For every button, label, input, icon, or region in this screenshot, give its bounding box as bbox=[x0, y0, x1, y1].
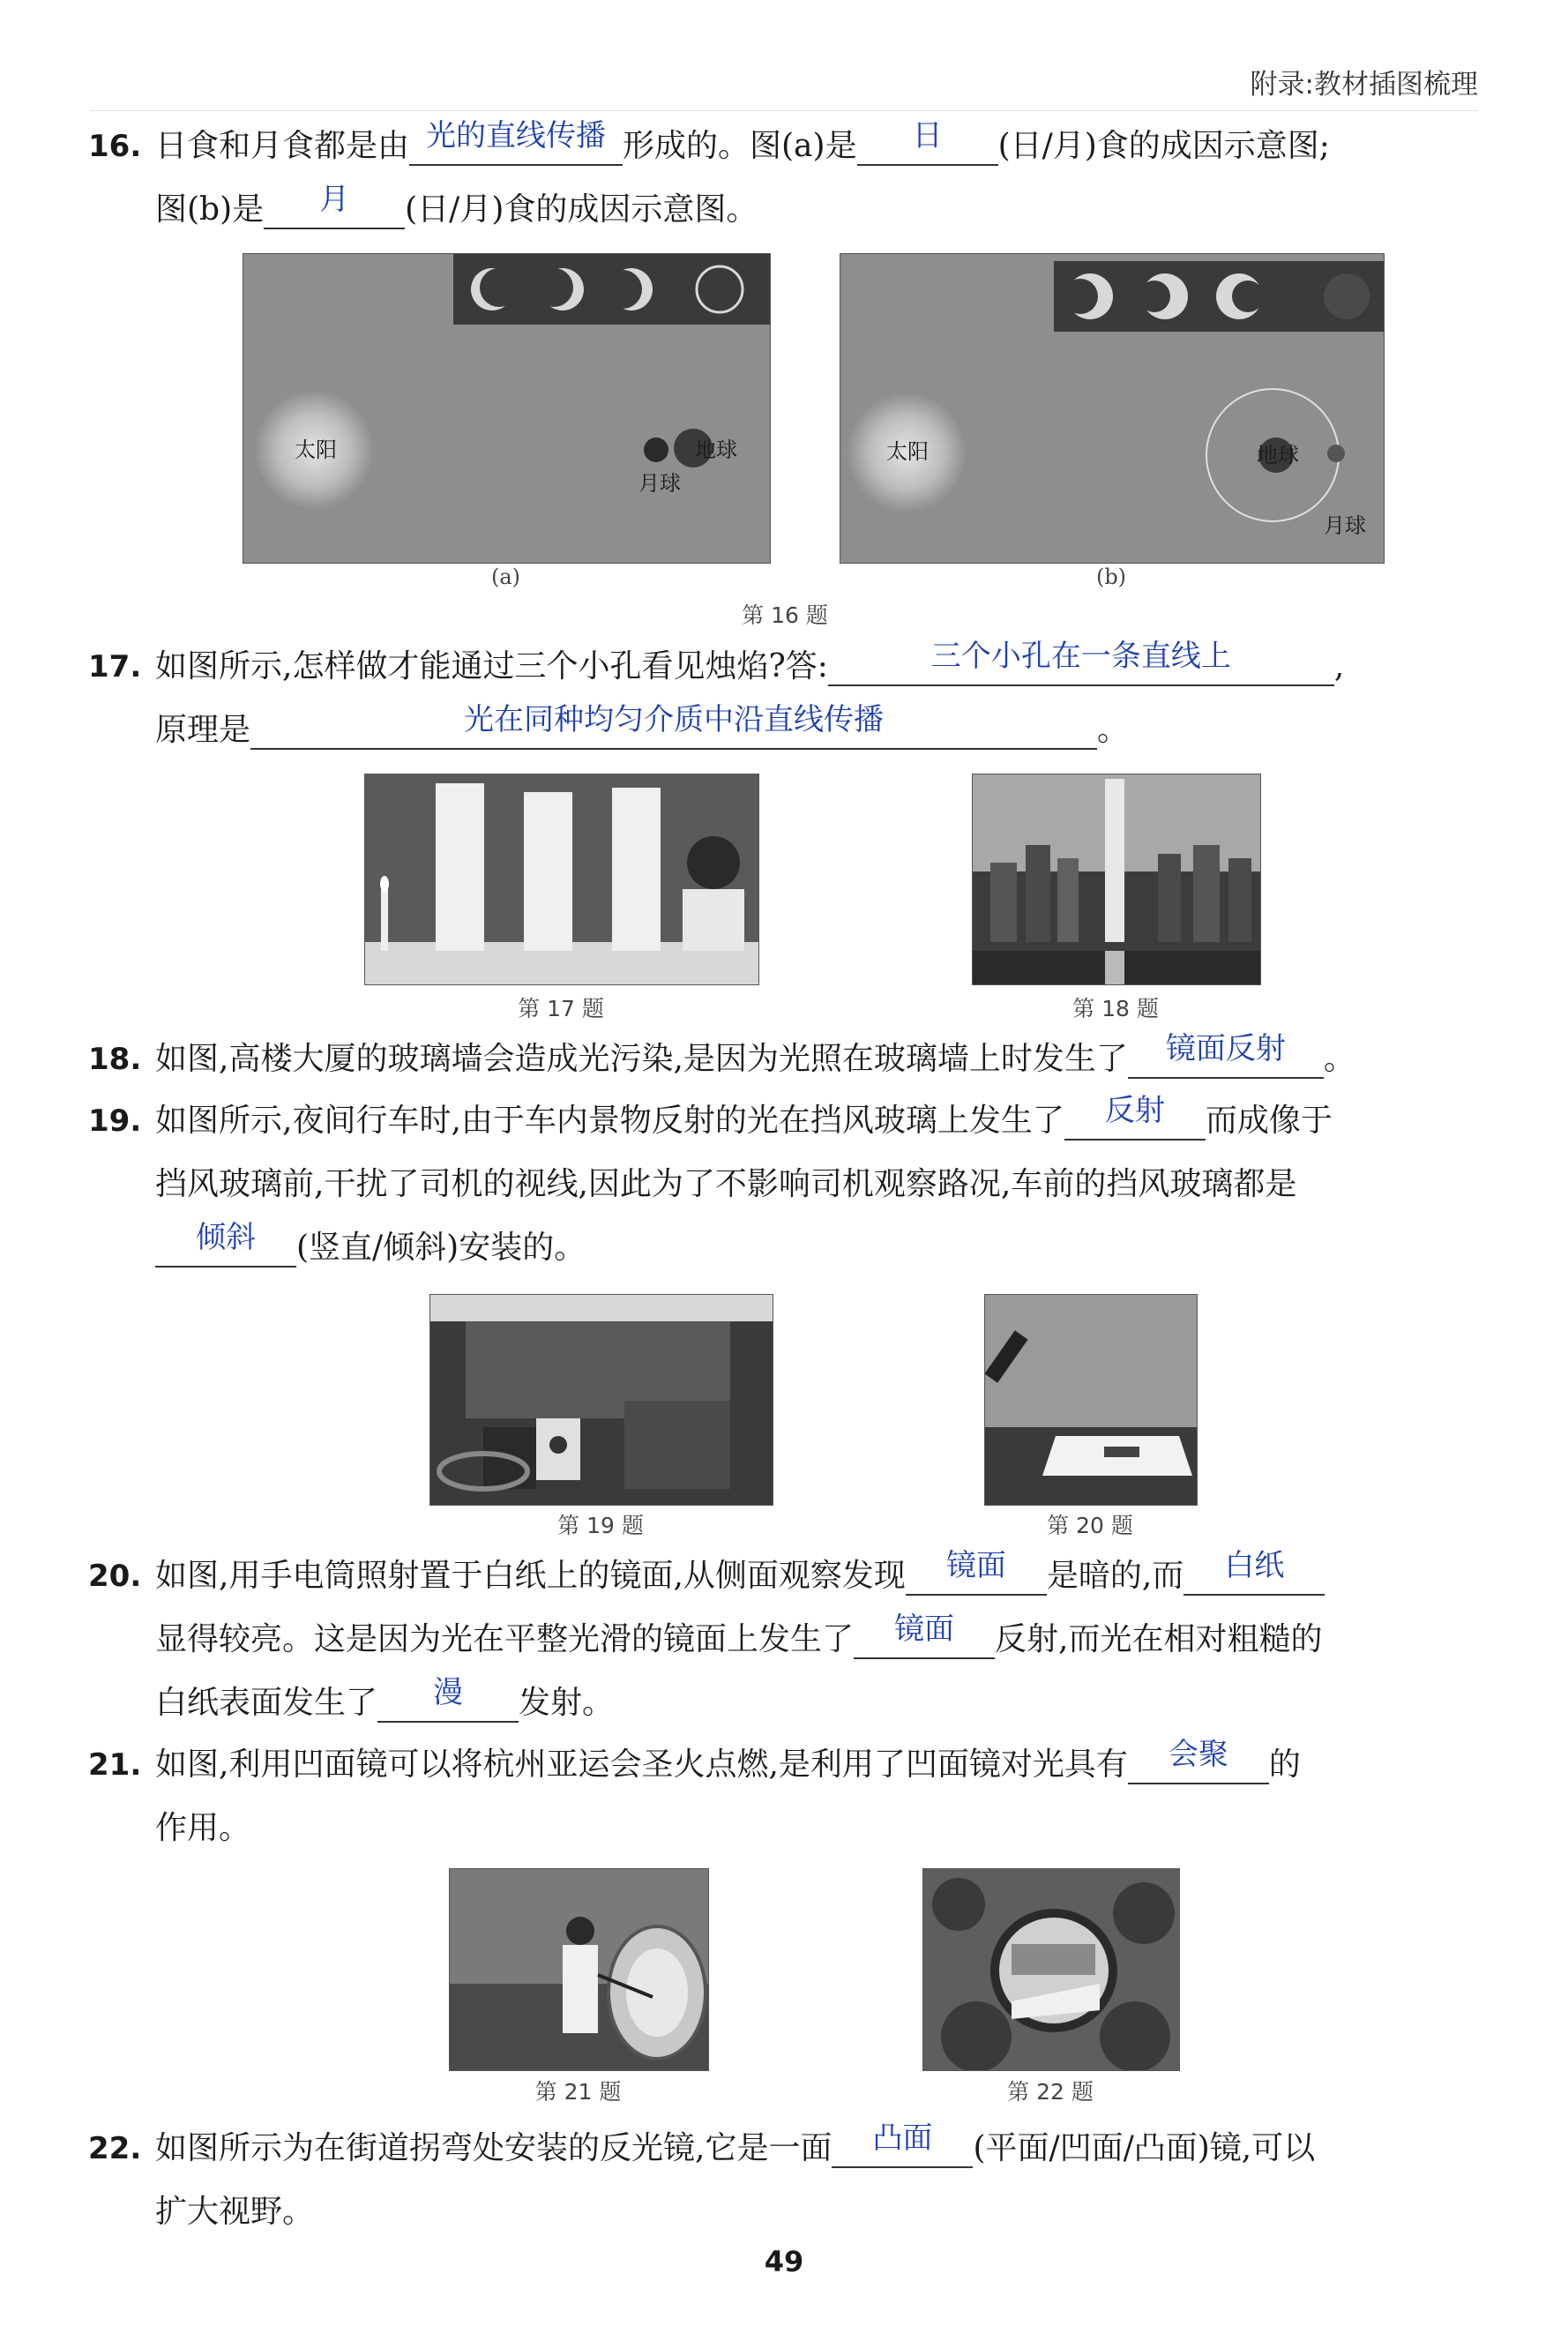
question-text: 反射,而光在相对粗糙的 bbox=[995, 1621, 1323, 1657]
question-text: 。 bbox=[1323, 1041, 1355, 1077]
figure-16b-lunar-eclipse bbox=[840, 253, 1385, 564]
question-21 bbox=[88, 1733, 1482, 1860]
figure-19-car-windshield bbox=[429, 1294, 773, 1506]
question-number: 17. bbox=[88, 649, 142, 684]
question-17 bbox=[88, 635, 1482, 762]
answer-blank[interactable] bbox=[828, 639, 1334, 686]
question-text: 原理是 bbox=[155, 712, 251, 748]
figure-17-candle-pinholes bbox=[364, 774, 759, 985]
figure-caption: 第 16 题 bbox=[742, 602, 828, 628]
question-text: 而成像于 bbox=[1205, 1103, 1333, 1139]
answer-blank[interactable] bbox=[377, 1675, 519, 1723]
answer-blank[interactable] bbox=[1183, 1548, 1325, 1596]
answer-blank[interactable] bbox=[854, 1612, 995, 1659]
question-text: (日/月)食的成因示意图。 bbox=[405, 191, 758, 228]
question-number: 20. bbox=[88, 1559, 142, 1594]
figure-16a-solar-eclipse bbox=[243, 253, 771, 564]
question-text: 形成的。图(a)是 bbox=[623, 128, 857, 164]
figure-caption: 第 19 题 bbox=[557, 1513, 644, 1538]
question-text: , bbox=[1333, 648, 1345, 684]
handwritten-answer: 凸面 bbox=[872, 2120, 933, 2156]
figure-16a-label: (a) bbox=[490, 565, 521, 589]
question-19 bbox=[88, 1089, 1482, 1280]
question-text: 挡风玻璃前,干扰了司机的视线,因此为了不影响司机观察路况,车前的挡风玻璃都是 bbox=[155, 1166, 1297, 1202]
answer-blank[interactable] bbox=[832, 2120, 973, 2168]
answer-blank[interactable] bbox=[906, 1548, 1047, 1596]
question-text: 图(b)是 bbox=[155, 191, 265, 228]
handwritten-answer: 日 bbox=[912, 118, 943, 153]
handwritten-answer: 镜面反射 bbox=[1165, 1031, 1286, 1066]
question-text: 是暗的,而 bbox=[1046, 1558, 1184, 1594]
answer-blank[interactable] bbox=[250, 702, 1097, 750]
question-number: 22. bbox=[88, 2131, 142, 2166]
earth-label: 地球 bbox=[1257, 443, 1299, 467]
question-text: 如图,用手电筒照射置于白纸上的镜面,从侧面观察发现 bbox=[155, 1558, 906, 1594]
question-text: 白纸表面发生了 bbox=[155, 1685, 378, 1721]
handwritten-answer: 镜面 bbox=[894, 1612, 955, 1647]
answer-blank[interactable] bbox=[857, 118, 998, 166]
question-text: 如图,利用凹面镜可以将杭州亚运会圣火点燃,是利用了凹面镜对光具有 bbox=[155, 1746, 1128, 1783]
question-18 bbox=[88, 1028, 1482, 1091]
answer-blank[interactable] bbox=[264, 182, 405, 229]
question-text: 。 bbox=[1097, 712, 1130, 748]
answer-blank[interactable] bbox=[409, 118, 623, 166]
question-text: 作用。 bbox=[155, 1810, 251, 1846]
answer-blank[interactable] bbox=[155, 1220, 296, 1268]
page-number: 49 bbox=[764, 2245, 804, 2278]
question-number: 16. bbox=[88, 129, 142, 164]
handwritten-answer: 白纸 bbox=[1224, 1548, 1285, 1583]
handwritten-answer: 倾斜 bbox=[196, 1220, 256, 1255]
answer-blank[interactable] bbox=[1128, 1737, 1269, 1784]
question-text: 如图所示,怎样做才能通过三个小孔看见烛焰?答: bbox=[155, 648, 828, 684]
question-text: 的 bbox=[1268, 1746, 1301, 1783]
figure-18-glass-skyscraper bbox=[972, 774, 1261, 985]
figure-caption: 第 22 题 bbox=[1007, 2079, 1094, 2105]
question-number: 18. bbox=[88, 1042, 142, 1077]
question-text: (平面/凹面/凸面)镜,可以 bbox=[973, 2130, 1316, 2166]
page-header: 附录:教材插图梳理 bbox=[1250, 69, 1478, 101]
question-20 bbox=[88, 1544, 1482, 1735]
question-text: 日食和月食都是由 bbox=[155, 128, 410, 164]
figure-20-flashlight-mirror bbox=[984, 1294, 1198, 1506]
figure-caption: 第 17 题 bbox=[518, 996, 604, 1021]
handwritten-answer: 光在同种均匀介质中沿直线传播 bbox=[464, 702, 885, 737]
figure-22-convex-road-mirror bbox=[922, 1868, 1180, 2071]
handwritten-answer: 镜面 bbox=[945, 1548, 1006, 1583]
question-text: (日/月)食的成因示意图; bbox=[997, 128, 1330, 164]
question-16 bbox=[88, 115, 1482, 242]
handwritten-answer: 三个小孔在一条直线上 bbox=[930, 639, 1231, 674]
header-divider bbox=[90, 110, 1478, 111]
figure-caption: 第 18 题 bbox=[1072, 996, 1159, 1021]
question-text: 如图所示为在街道拐弯处安装的反光镜,它是一面 bbox=[155, 2130, 833, 2166]
question-text: (竖直/倾斜)安装的。 bbox=[296, 1230, 586, 1266]
handwritten-answer: 月 bbox=[319, 182, 350, 217]
figure-caption: 第 21 题 bbox=[534, 2079, 622, 2105]
question-text: 显得较亮。这是因为光在平整光滑的镜面上发生了 bbox=[155, 1621, 855, 1657]
question-text: 发射。 bbox=[519, 1685, 615, 1721]
handwritten-answer: 反射 bbox=[1104, 1093, 1165, 1128]
answer-blank[interactable] bbox=[1128, 1031, 1324, 1079]
handwritten-answer: 光的直线传播 bbox=[426, 118, 607, 153]
question-22 bbox=[88, 2117, 1482, 2244]
figure-caption: 第 20 题 bbox=[1047, 1513, 1133, 1538]
moon-label: 月球 bbox=[638, 471, 681, 496]
question-text: 扩大视野。 bbox=[155, 2194, 315, 2230]
figure-16b-label: (b) bbox=[1095, 565, 1127, 589]
moon-label: 月球 bbox=[1324, 513, 1366, 538]
question-number: 19. bbox=[88, 1103, 142, 1139]
handwritten-answer: 漫 bbox=[433, 1675, 464, 1710]
handwritten-answer: 会聚 bbox=[1168, 1737, 1228, 1772]
earth-label: 地球 bbox=[695, 438, 737, 462]
sun-label: 太阳 bbox=[295, 438, 337, 462]
sun-label: 太阳 bbox=[886, 439, 929, 464]
question-number: 21. bbox=[88, 1747, 142, 1783]
question-text: 如图,高楼大厦的玻璃墙会造成光污染,是因为光照在玻璃墙上时发生了 bbox=[155, 1041, 1128, 1077]
answer-blank[interactable] bbox=[1064, 1093, 1206, 1141]
question-text: 如图所示,夜间行车时,由于车内景物反射的光在挡风玻璃上发生了 bbox=[155, 1103, 1064, 1139]
figure-21-concave-mirror-torch bbox=[449, 1868, 709, 2071]
